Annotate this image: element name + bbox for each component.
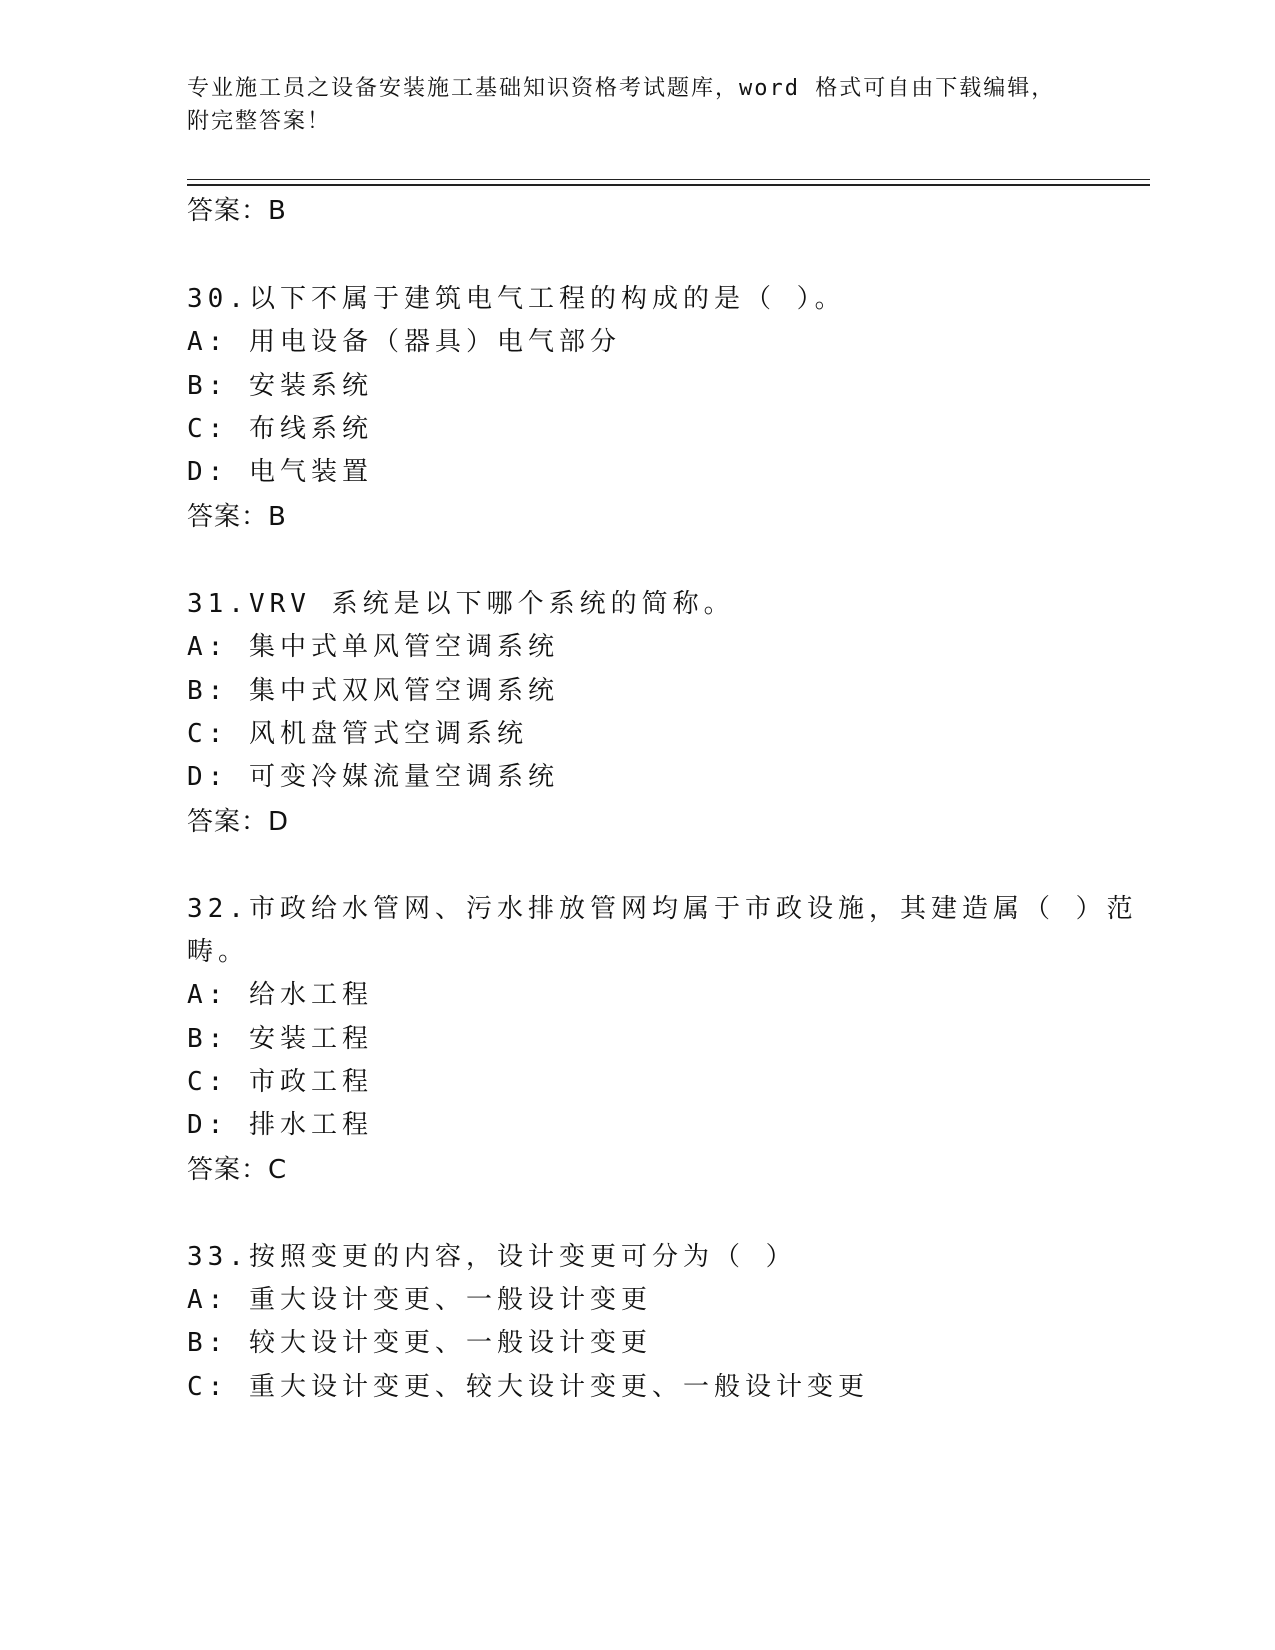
question-33-stem: 33.按照变更的内容，设计变更可分为（ ）	[187, 1242, 797, 1272]
question-30-option-b: B: 安装系统	[187, 371, 373, 401]
question-32-option-c: C: 市政工程	[187, 1067, 373, 1097]
answer-q30: 答案：B	[187, 502, 287, 532]
header-divider-thin	[187, 179, 1150, 180]
question-31-option-c: C: 风机盘管式空调系统	[187, 719, 528, 749]
question-31-option-a: A: 集中式单风管空调系统	[187, 632, 559, 662]
document-header	[187, 72, 1087, 138]
question-32-option-a: A: 给水工程	[187, 980, 373, 1010]
question-30-option-a: A: 用电设备（器具）电气部分	[187, 327, 621, 357]
answer-q32: 答案：C	[187, 1155, 288, 1185]
question-32-stem: 32.市政给水管网、污水排放管网均属于市政设施，其建造属（ ）范	[187, 894, 1138, 924]
question-30-option-c: C: 布线系统	[187, 414, 373, 444]
header-line-1: 专业施工员之设备安装施工基础知识资格考试题库，word 格式可自由下载编辑，	[187, 76, 1056, 101]
question-30-stem: 30.以下不属于建筑电气工程的构成的是（ ）。	[187, 284, 846, 314]
question-32-option-d: D: 排水工程	[187, 1110, 373, 1140]
question-33-option-b: B: 较大设计变更、一般设计变更	[187, 1328, 652, 1358]
question-30-option-d: D: 电气装置	[187, 457, 373, 487]
question-32-option-b: B: 安装工程	[187, 1024, 373, 1054]
question-33-option-c: C: 重大设计变更、较大设计变更、一般设计变更	[187, 1372, 869, 1402]
header-line-2: 附完整答案！	[187, 109, 332, 134]
question-31-option-d: D: 可变冷媒流量空调系统	[187, 762, 559, 792]
question-33-option-a: A: 重大设计变更、一般设计变更	[187, 1285, 652, 1315]
answer-q31: 答案：D	[187, 807, 290, 837]
header-divider-thick	[187, 184, 1150, 186]
answer-q29: 答案：B	[187, 196, 287, 226]
question-32-stem-cont: 畴。	[187, 937, 250, 967]
question-31-stem: 31.VRV 系统是以下哪个系统的简称。	[187, 589, 735, 619]
question-31-option-b: B: 集中式双风管空调系统	[187, 676, 559, 706]
